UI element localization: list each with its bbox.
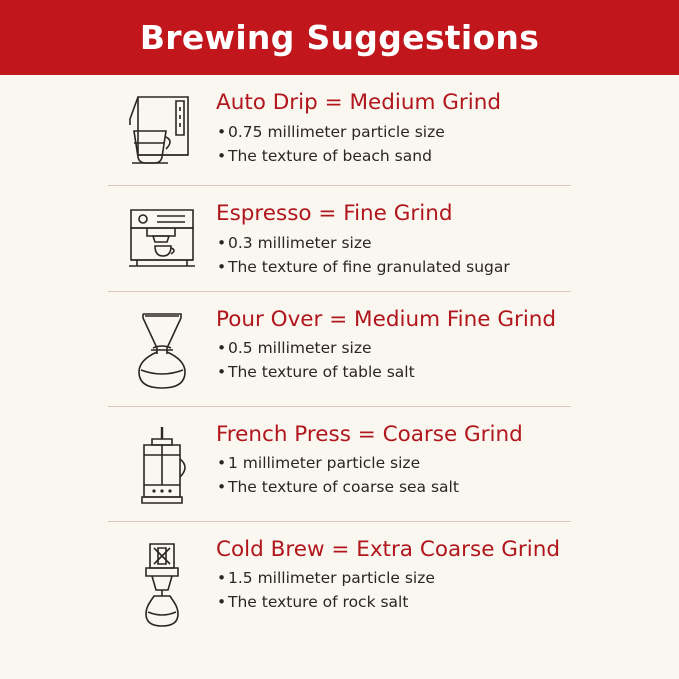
method-text <box>216 89 571 168</box>
page-title: Brewing Suggestions <box>139 18 540 57</box>
bullet: • The texture of beach sand <box>216 144 571 168</box>
bullet: • 0.5 millimeter size <box>216 336 571 360</box>
bullet: • The texture of rock salt <box>216 590 571 614</box>
method-text <box>216 421 571 500</box>
list-item <box>108 406 571 521</box>
method-title: Cold Brew = Extra Coarse Grind <box>216 536 561 562</box>
method-bullets <box>216 231 571 279</box>
list-item <box>108 185 571 291</box>
espresso-machine-icon <box>108 200 216 276</box>
method-title: French Press = Coarse Grind <box>216 421 523 447</box>
method-bullets <box>216 120 571 168</box>
bullet: • The texture of coarse sea salt <box>216 475 571 499</box>
method-bullets <box>216 451 571 499</box>
list-item <box>108 75 571 185</box>
method-text <box>216 536 571 615</box>
method-bullets <box>216 566 571 614</box>
list-item <box>108 521 571 642</box>
french-press-icon <box>108 421 216 509</box>
bullet: • 0.3 millimeter size <box>216 231 571 255</box>
drip-coffee-maker-icon <box>108 89 216 173</box>
bullet: • The texture of table salt <box>216 360 571 384</box>
method-text <box>216 306 571 385</box>
page-header <box>0 0 679 75</box>
bullet: • The texture of fine granulated sugar <box>216 255 571 279</box>
method-text <box>216 200 571 279</box>
bullet: • 1 millimeter particle size <box>216 451 571 475</box>
bullet: • 0.75 millimeter particle size <box>216 120 571 144</box>
method-title: Espresso = Fine Grind <box>216 201 453 226</box>
brewing-methods-list <box>0 75 679 642</box>
cold-brew-dripper-icon <box>108 536 216 630</box>
list-item <box>108 291 571 406</box>
bullet: • 1.5 millimeter particle size <box>216 566 571 590</box>
method-bullets <box>216 336 571 384</box>
method-title: Pour Over = Medium Fine Grind <box>216 306 557 332</box>
pour-over-chemex-icon <box>108 306 216 394</box>
method-title: Auto Drip = Medium Grind <box>216 90 502 115</box>
